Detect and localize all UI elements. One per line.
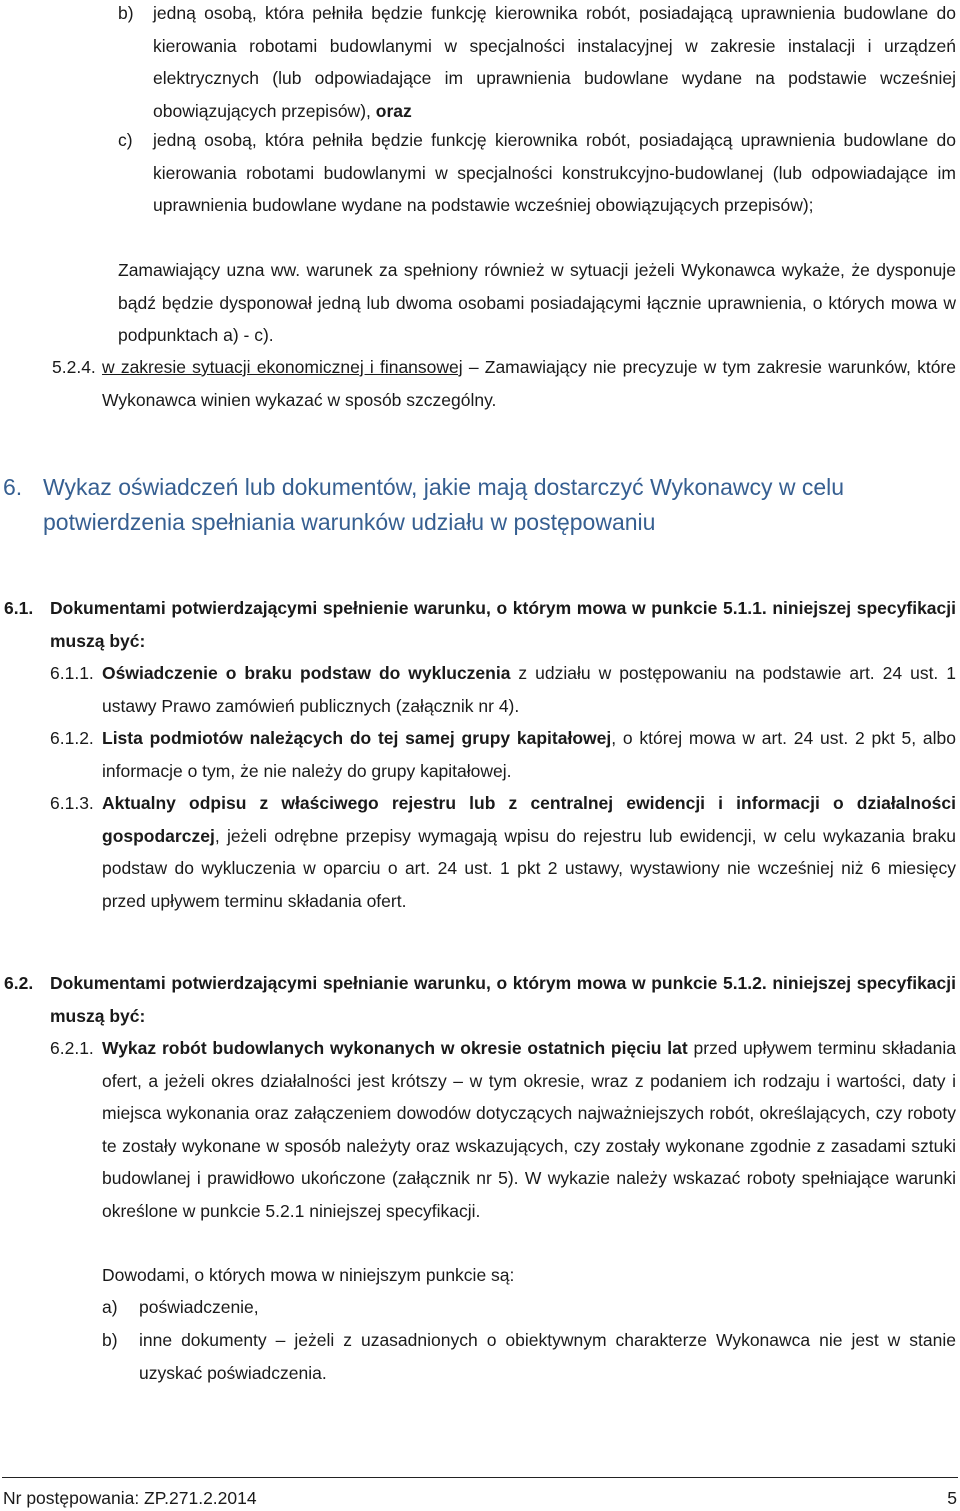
evidence-intro: Dowodami, o których mowa w niniejszym punkcie są: [102,1265,515,1285]
item-6-1-3 [102,787,956,917]
zamawiajacy-note: Zamawiający uzna ww. warunek za spełniony również w sytuacji jeżeli Wykonawca wykaże, że dysponuje bądź będzie dysponował jedną lub dwoma osobami posiadającymi łącznie uprawnienia, o których mowa w podpunktach a) - c). [118,260,956,345]
item-6-2-1-number: 6.2.1. [50,1038,94,1058]
item-6-1-1-number: 6.1.1. [50,663,94,683]
item-6-1-3-bold: Aktualny odpisu z właściwego rejestru lub z centralnej ewidencji i informacji o działalności gospodarczej [102,793,956,846]
section-5-2-4 [102,351,956,416]
item-6-1-1-rest: z udziału w postępowaniu na podstawie art. 24 ust. 1 ustawy Prawo zamówień publicznych (załącznik nr 4). [102,663,956,716]
footer-case-number: Nr postępowania: ZP.271.2.2014 [3,1488,257,1508]
section-heading-6-text: Wykaz oświadczeń lub dokumentów, jakie mają dostarczyć Wykonawcy w celu potwierdzenia spełniania warunków udziału w postępowaniu [43,474,845,535]
item-6-2-1-bold: Wykaz robót budowlanych wykonanych w okresie ostatnich pięciu lat [102,1038,688,1058]
evidence-label-b: b) [102,1330,118,1350]
list-item-c-text: jedną osobą, która pełniła będzie funkcję kierownika robót, posiadającą uprawnienia budowlane do kierowania robotami budowlanymi w specjalności konstrukcyjno-budowlanej (lub odpowiadające im uprawnienia budowlane wydane na podstawie wcześniej obowiązujących przepisów); [153,130,956,215]
section-5-2-4-underlined: w zakresie sytuacji ekonomicznej i finansowej [102,357,463,377]
evidence-item-a: poświadczenie, [139,1297,259,1317]
page-number: 5 [947,1488,957,1508]
item-6-1-2-rest: , o której mowa w art. 24 ust. 2 pkt 5, albo informacje o tym, że nie należy do grupy kapitałowej. [102,728,957,781]
section-6-1-text: Dokumentami potwierdzającymi spełnienie warunku, o którym mowa w punkcie 5.1.1. niniejszej specyfikacji muszą być: [50,598,956,651]
section-5-2-4-number: 5.2.4. [52,357,96,377]
section-6-2-number: 6.2. [4,973,34,993]
list-item-c [153,124,956,222]
item-6-1-2 [102,722,956,787]
list-item-b [153,0,956,127]
list-label-b: b) [118,3,134,23]
footer-divider [2,1477,958,1478]
item-6-1-2-bold: Lista podmiotów należących do tej samej grupy kapitałowej [102,728,612,748]
item-6-1-3-number: 6.1.3. [50,793,94,813]
list-item-b-bold: oraz [375,100,412,121]
section-6-2-text: Dokumentami potwierdzającymi spełnianie warunku, o którym mowa w punkcie 5.1.2. niniejszej specyfikacji muszą być: [50,973,956,1026]
item-6-2-1-rest: przed upływem terminu składania ofert, a jeżeli okres działalności jest krótszy – w tym okresie, wraz z podaniem ich rodzaju i wartości, daty i miejsca wykonania oraz załączeniem dowodów dotyczących najważniejszych robót, określających, czy roboty te zostały wykonane w sposób należyty oraz wskazujących, czy zostały wykonane zgodnie z zasadami sztuki budowlanej i prawidłowo ukończone (załącznik nr 5). W wykazie należy wskazać roboty spełniające warunki określone w punkcie 5.2.1 niniejszej specyfikacji. [102,1038,957,1221]
section-heading-6-number: 6. [3,474,23,500]
list-label-c: c) [118,130,133,150]
list-item-b-text: jedną osobą, która pełniła będzie funkcję kierownika robót, posiadającą uprawnienia budowlane do kierowania robotami budowlanymi w specjalności instalacyjnej w zakresie instalacji i urządzeń elektrycznych (lub odpowiadające im uprawnienia budowlane wydane na podstawie wcześniej obowiązujących przepisów), [153,3,956,121]
evidence-item-b: inne dokumenty – jeżeli z uzasadnionych o obiektywnym charakterze Wykonawca nie jest w stanie uzyskać poświadczenia. [139,1330,956,1383]
item-6-1-2-number: 6.1.2. [50,728,94,748]
section-5-2-4-rest: – Zamawiający nie precyzuje w tym zakresie warunków, które Wykonawca winien wykazać w sposób szczególny. [102,357,956,410]
evidence-label-a: a) [102,1297,118,1317]
item-6-1-1 [102,657,956,722]
item-6-1-3-rest: , jeżeli odrębne przepisy wymagają wpisu do rejestru lub ewidencji, w celu wykazania braku podstaw do wykluczenia w oparciu o art. 24 ust. 1 pkt 2 ustawy, wystawiony nie wcześniej niż 6 miesięcy przed upływem terminu składania ofert. [102,825,956,911]
section-6-1-number: 6.1. [4,598,34,618]
item-6-2-1 [102,1032,956,1227]
item-6-1-1-bold: Oświadczenie o braku podstaw do wykluczenia [102,663,511,683]
